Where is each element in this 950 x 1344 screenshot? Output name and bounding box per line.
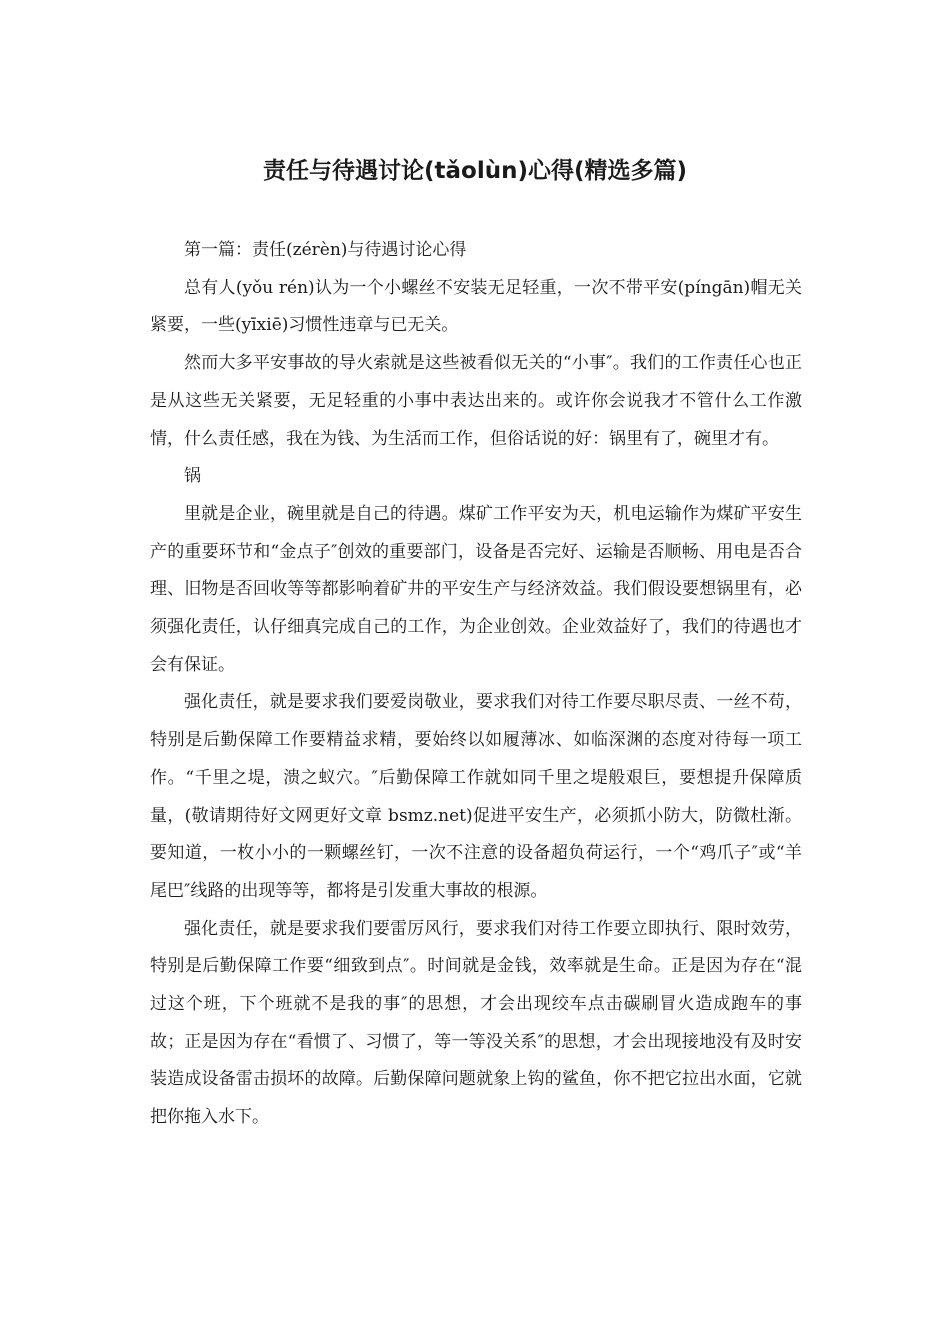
paragraph: 强化责任，就是要求我们要爱岗敬业，要求我们对待工作要尽职尽责、一丝不苟，特别是后勤保障工作要精益求精，要始终以如履薄冰、如临深渊的态度对待每一项工作。“千里之堤，溃之蚁穴。″后勤保障工作就如同千里之堤般艰巨，要想提升保障质量，(敬请期待好文网更好文章 bsmz.net)促进平安生产，必须抓小防大，防微杜渐。要知道，一枚小小的一颗螺丝钉，一次不注意的设备超负荷运行，一个“鸡爪子″或“羊尾巴″线路的出现等等，都将是引发重大事故的根源。 [150,692,802,901]
paragraph-heading-first-article: 第一篇：责任(zérèn)与待遇讨论心得 [184,240,467,260]
paragraph: 锅 [184,466,201,487]
paragraph: 里就是企业，碗里就是自己的待遇。煤矿工作平安为天，机电运输作为煤矿平安生产的重要环节和“金点子″创效的重要部门，设备是否完好、运输是否顺畅、用电是否合理、旧物是否回收等等都影响着矿井的平安生产与经济效益。我们假设要想锅里有，必须强化责任，认仔细真完成自己的工作，为企业创效。企业效益好了，我们的待遇也才会有保证。 [150,503,802,675]
document-title: 责任与待遇讨论(tǎolùn)心得(精选多篇) [263,158,687,184]
document-body [150,232,802,1137]
paragraph: 强化责任，就是要求我们要雷厉风行，要求我们对待工作要立即执行、限时效劳，特别是后勤保障工作要“细致到点″。时间就是金钱，效率就是生命。正是因为存在“混过这个班，下个班就不是我的事″的思想，才会出现绞车点击碳刷冒火造成跑车的事故；正是因为存在“看惯了、习惯了，等一等没关系″的思想，才会出现接地没有及时安装造成设备雷击损坏的故障。后勤保障问题就象上钩的鲨鱼，你不把它拉出水面，它就把你拖入水下。 [150,918,802,1128]
paragraph: 然而大多平安事故的导火索就是这些被看似无关的“小事″。我们的工作责任心也正是从这些无关紧要，无足轻重的小事中表达出来的。或许你会说我才不管什么工作激情，什么责任感，我在为钱、为生活而工作，但俗话说的好：锅里有了，碗里才有。 [150,353,802,449]
paragraph: 总有人(yǒu rén)认为一个小螺丝不安装无足轻重，一次不带平安(píngān)帽无关紧要，一些(yīxiē)习惯性违章与已无关。 [150,277,802,336]
